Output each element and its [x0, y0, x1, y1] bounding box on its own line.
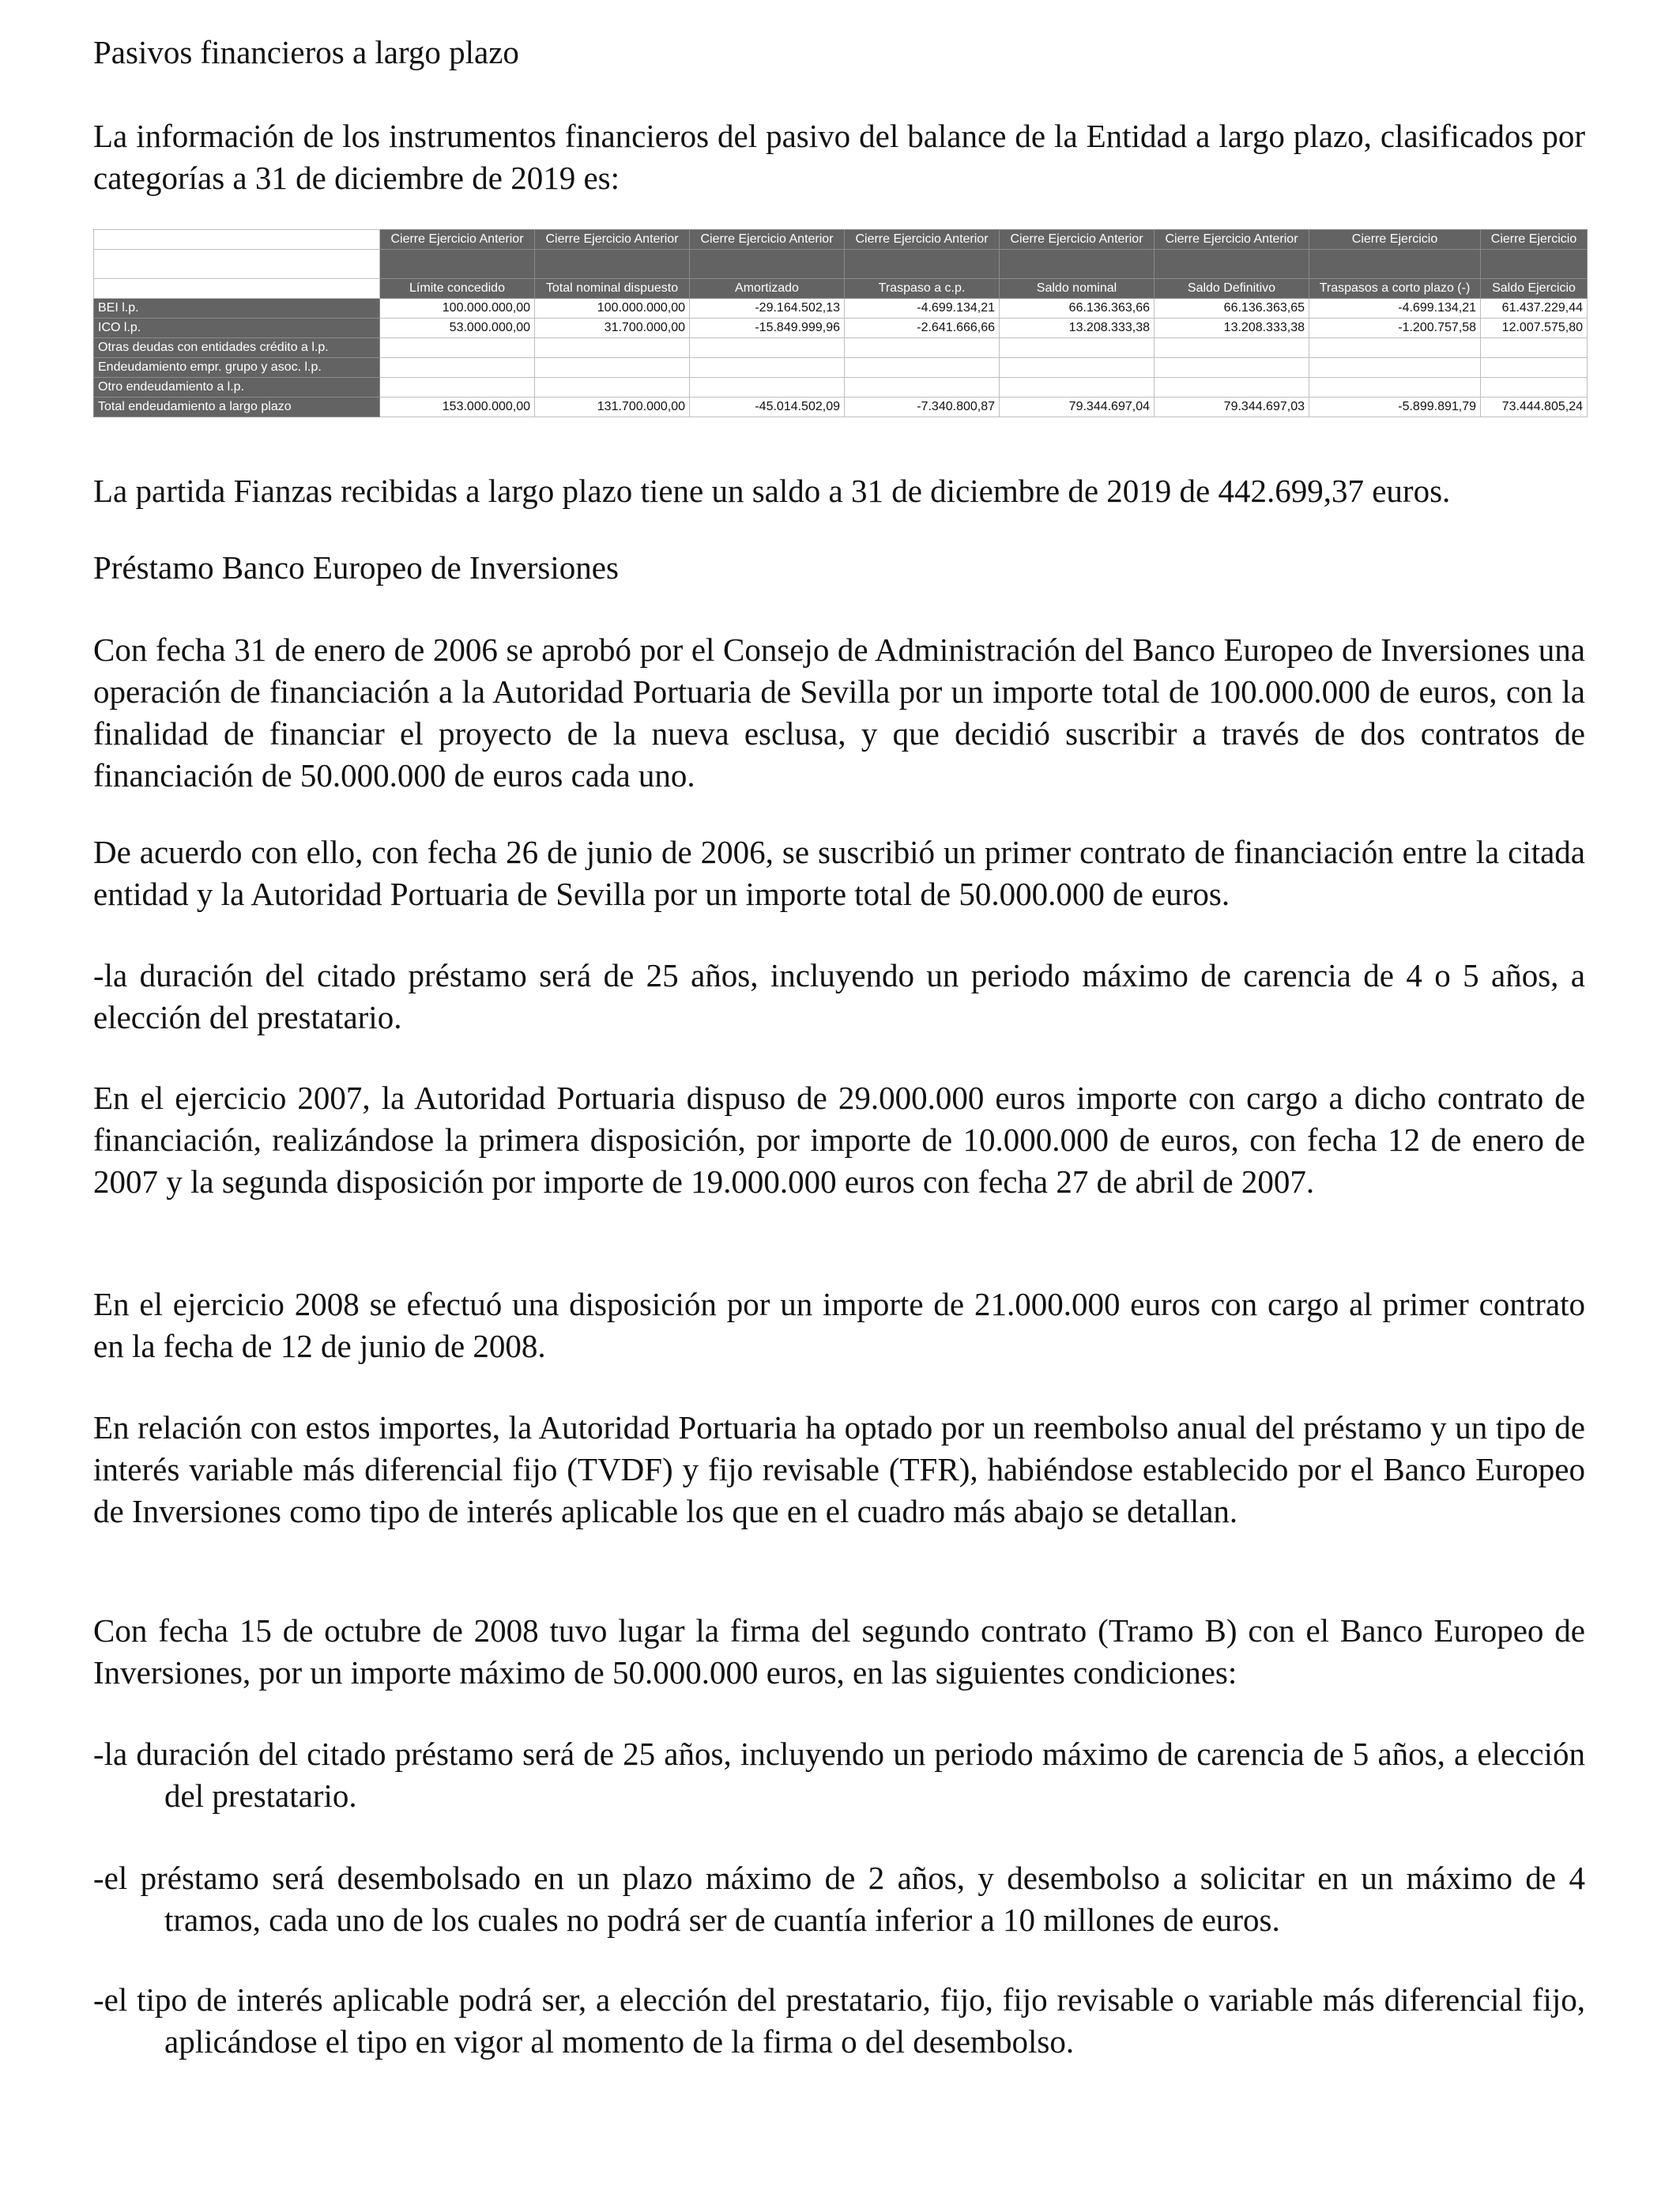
table-cell	[1000, 378, 1155, 398]
table-header-cell: Cierre Ejercicio	[1309, 230, 1481, 250]
table-cell	[1309, 338, 1481, 358]
paragraph-second-contract: Con fecha 15 de octubre de 2008 tuvo lugar la firma del segundo contrato (Tramo B) con el Banco Europeo de Inversiones, por un importe máximo de 50.000.000 euros, en las siguientes condiciones:	[93, 1612, 1585, 1691]
table-header-row-bottom	[94, 279, 1588, 299]
table-cell: -45.014.502,09	[690, 398, 845, 417]
intro-paragraph: La información de los instrumentos financieros del pasivo del balance de la Entidad a largo plazo, clasificados por categorías a 31 de diciembre de 2019 es:	[93, 118, 1585, 196]
table-row-label: Otras deudas con entidades crédito a l.p.	[94, 338, 380, 358]
table-cell: 31.700.000,00	[535, 319, 690, 338]
table-header-cell: Saldo nominal	[1000, 279, 1155, 299]
table-cell	[380, 378, 535, 398]
table-corner-cell	[94, 230, 380, 250]
table-cell: 100.000.000,00	[380, 299, 535, 319]
table-cell: -5.899.891,79	[1309, 398, 1481, 417]
table-cell: 12.007.575,80	[1481, 319, 1588, 338]
table-cell: 61.437.229,44	[1481, 299, 1588, 319]
table-header-cell: Traspaso a c.p.	[845, 279, 1000, 299]
section-heading-bei: Préstamo Banco Europeo de Inversiones	[93, 549, 619, 586]
table-cell	[1155, 338, 1309, 358]
table-cell	[535, 358, 690, 378]
table-cell	[1000, 358, 1155, 378]
table-cell: 79.344.697,03	[1155, 398, 1309, 417]
table-cell: 13.208.333,38	[1000, 319, 1155, 338]
table-cell	[1481, 338, 1588, 358]
table-header-cell: Cierre Ejercicio Anterior	[845, 230, 1000, 250]
table-row	[94, 398, 1588, 417]
table-header-spacer	[690, 250, 845, 279]
table-cell: 153.000.000,00	[380, 398, 535, 417]
table-cell	[1481, 358, 1588, 378]
table-header-spacer	[1481, 250, 1588, 279]
table-header-cell: Cierre Ejercicio	[1481, 230, 1588, 250]
table-header-spacer	[1000, 250, 1155, 279]
section-heading-pasivos: Pasivos financieros a largo plazo	[93, 34, 519, 70]
table-cell: 53.000.000,00	[380, 319, 535, 338]
table-cell: -29.164.502,13	[690, 299, 845, 319]
table-cell: -2.641.666,66	[845, 319, 1000, 338]
table-header-spacer	[535, 250, 690, 279]
paragraph-duration-second: -la duración del citado préstamo será de 25 años, incluyendo un periodo máximo de carencia de 5 años, a elección del prestatario.	[93, 1736, 1585, 1814]
table-cell: 79.344.697,04	[1000, 398, 1155, 417]
table-cell	[690, 358, 845, 378]
table-row-label: Total endeudamiento a largo plazo	[94, 398, 380, 417]
table-cell	[1481, 378, 1588, 398]
table-cell: 66.136.363,65	[1155, 299, 1309, 319]
table-header-cell: Traspasos a corto plazo (-)	[1309, 279, 1481, 299]
pasivos-table	[93, 229, 1588, 417]
table-cell	[1155, 358, 1309, 378]
table-row	[94, 319, 1588, 338]
table-row	[94, 378, 1588, 398]
table-cell	[845, 378, 1000, 398]
table-row	[94, 338, 1588, 358]
paragraph-2007: En el ejercicio 2007, la Autoridad Portuaria dispuso de 29.000.000 euros importe con cargo a dicho contrato de financiación, realizándose la primera disposición, por importe de 10.000.000 de euros, con fecha 12 de enero de 2007 y la segunda disposición por importe de 19.000.000 euros con fecha 27 de abril de 2007.	[93, 1080, 1585, 1200]
table-header-cell: Saldo Ejercicio	[1481, 279, 1588, 299]
table-cell: -7.340.800,87	[845, 398, 1000, 417]
table-cell	[690, 378, 845, 398]
table-header-spacer	[380, 250, 535, 279]
table-cell: 131.700.000,00	[535, 398, 690, 417]
table-cell: -1.200.757,58	[1309, 319, 1481, 338]
table-cell: -4.699.134,21	[845, 299, 1000, 319]
table-cell	[1309, 358, 1481, 378]
paragraph-2008: En el ejercicio 2008 se efectuó una disposición por un importe de 21.000.000 euros con cargo al primer contrato en la fecha de 12 de junio de 2008.	[93, 1286, 1585, 1364]
table-header-cell: Límite concedido	[380, 279, 535, 299]
table-corner-cell	[94, 279, 380, 299]
table-cell: -4.699.134,21	[1309, 299, 1481, 319]
table-header-cell: Total nominal dispuesto	[535, 279, 690, 299]
table-corner-cell	[94, 250, 380, 279]
paragraph-first-contract: De acuerdo con ello, con fecha 26 de junio de 2006, se suscribió un primer contrato de financiación entre la citada entidad y la Autoridad Portuaria de Sevilla por un importe total de 50.000.000 de euros.	[93, 834, 1585, 912]
table-cell: 13.208.333,38	[1155, 319, 1309, 338]
table-cell	[1309, 378, 1481, 398]
paragraph-interest-type: -el tipo de interés aplicable podrá ser, a elección del prestatario, fijo, fijo revisable o variable más diferencial fijo, aplicándose el tipo en vigor al momento de la firma o del desembolso.	[93, 1981, 1585, 2060]
table-cell	[690, 338, 845, 358]
table-header-cell: Cierre Ejercicio Anterior	[690, 230, 845, 250]
table-cell	[535, 378, 690, 398]
table-cell: 73.444.805,24	[1481, 398, 1588, 417]
paragraph-disbursement: -el préstamo será desembolsado en un plazo máximo de 2 años, y desembolso a solicitar en un máximo de 4 tramos, cada uno de los cuales no podrá ser de cuantía inferior a 10 millones de euros.	[93, 1860, 1585, 1938]
table-header-cell: Amortizado	[690, 279, 845, 299]
paragraph-bei-approval: Con fecha 31 de enero de 2006 se aprobó por el Consejo de Administración del Banco Europeo de Inversiones una operación de financiación a la Autoridad Portuaria de Sevilla por un importe total de 100.000.000 de euros, con la finalidad de financiar el proyecto de la nueva esclusa, y que decidió suscribir a través de dos contratos de financiación de 50.000.000 de euros cada uno.	[93, 631, 1585, 794]
table-row-label: Endeudamiento empr. grupo y asoc. l.p.	[94, 358, 380, 378]
table-header-cell: Cierre Ejercicio Anterior	[535, 230, 690, 250]
fianzas-paragraph: La partida Fianzas recibidas a largo plazo tiene un saldo a 31 de diciembre de 2019 de 442.699,37 euros.	[93, 473, 1451, 509]
table-cell	[1155, 378, 1309, 398]
table-header-cell: Saldo Definitivo	[1155, 279, 1309, 299]
table-row	[94, 358, 1588, 378]
table-header-cell: Cierre Ejercicio Anterior	[1000, 230, 1155, 250]
table-header-spacer	[1155, 250, 1309, 279]
table-cell	[1000, 338, 1155, 358]
table-header-row-spacer	[94, 250, 1588, 279]
table-header-cell: Cierre Ejercicio Anterior	[1155, 230, 1309, 250]
table-cell	[380, 338, 535, 358]
table-row	[94, 299, 1588, 319]
table-row-label: BEI l.p.	[94, 299, 380, 319]
table-row-label: Otro endeudamiento a l.p.	[94, 378, 380, 398]
table-cell: 100.000.000,00	[535, 299, 690, 319]
table-cell	[845, 358, 1000, 378]
table-header-row-top	[94, 230, 1588, 250]
table-cell	[380, 358, 535, 378]
table-cell	[535, 338, 690, 358]
table-header-spacer	[845, 250, 1000, 279]
paragraph-duration-first: -la duración del citado préstamo será de 25 años, incluyendo un periodo máximo de carencia de 4 o 5 años, a elección del prestatario.	[93, 957, 1585, 1035]
table-cell: 66.136.363,66	[1000, 299, 1155, 319]
paragraph-interest: En relación con estos importes, la Autoridad Portuaria ha optado por un reembolso anual del préstamo y un tipo de interés variable más diferencial fijo (TVDF) y fijo revisable (TFR), habiéndose establecido por el Banco Europeo de Inversiones como tipo de interés aplicable los que en el cuadro más abajo se detallan.	[93, 1409, 1585, 1529]
table-cell: -15.849.999,96	[690, 319, 845, 338]
table-cell	[845, 338, 1000, 358]
table-header-spacer	[1309, 250, 1481, 279]
table-header-cell: Cierre Ejercicio Anterior	[380, 230, 535, 250]
table-row-label: ICO l.p.	[94, 319, 380, 338]
